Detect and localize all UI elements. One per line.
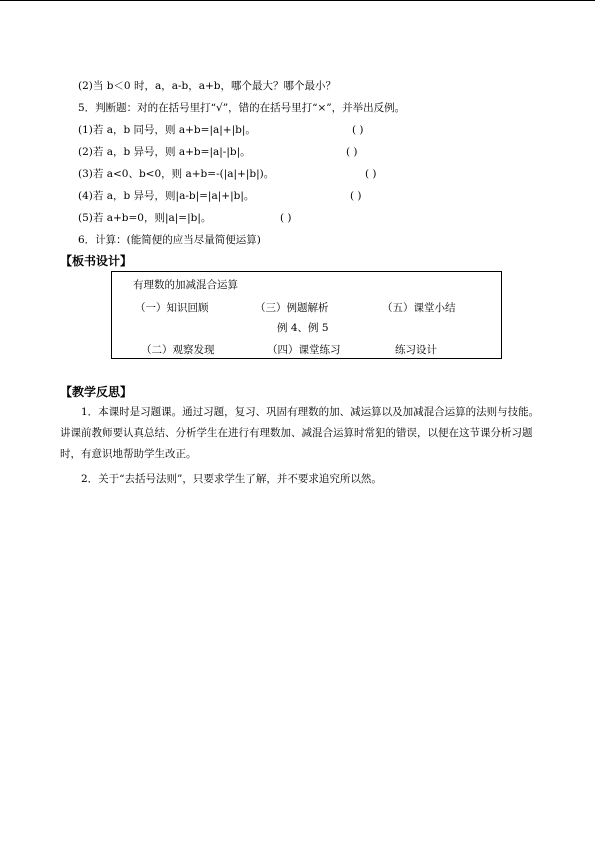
- answer-paren-2: ( ): [346, 146, 358, 158]
- board-title: 有理数的加减混合运算: [133, 279, 238, 291]
- board-cell-summary: （五）课堂小结: [382, 302, 456, 314]
- judge-item-4: (4)若 a，b 异号，则|a-b|=|a|+|b|。: [78, 190, 255, 202]
- board-cell-example-analysis: （三）例题解析: [255, 302, 329, 314]
- reflection-heading: 【教学反思】: [60, 385, 133, 399]
- exercise-5-title: 5．判断题：对的在括号里打“√”，错的在括号里打“×”，并举出反例。: [78, 102, 406, 114]
- board-cell-observation: （二）观察发现: [141, 344, 215, 356]
- judge-item-1: (1)若 a，b 同号，则 a+b=|a|+|b|。: [78, 124, 256, 136]
- board-cell-exercise-design: 练习设计: [395, 344, 437, 356]
- answer-paren-3: ( ): [365, 168, 377, 180]
- header-rule: [0, 0, 595, 1]
- board-design-heading: 【板书设计】: [60, 254, 133, 268]
- board-design-box: [111, 271, 502, 359]
- board-examples: 例 4、例 5: [277, 322, 329, 334]
- board-cell-knowledge-review: （一）知识回顾: [135, 302, 209, 314]
- judge-item-3: (3)若 a<0、b<0，则 a+b=-(|a|+|b|)。: [78, 168, 275, 180]
- answer-paren-1: ( ): [352, 124, 364, 136]
- reflection-paragraph-1: 1．本课时是习题课。通过习题，复习、巩固有理数的加、减运算以及加减混合运算的法则与技能。讲课前教师要认真总结、分析学生在进行有理数加、减混合运算时常犯的错误，以便在这节课分析习题时，有意识地帮助学生改正。: [60, 406, 540, 460]
- judge-item-2: (2)若 a，b 异号，则 a+b=|a|-|b|。: [78, 146, 251, 158]
- judge-item-5: (5)若 a+b=0，则|a|=|b|。: [78, 212, 212, 224]
- exercise-6-title: 6．计算：(能简便的应当尽量简便运算): [78, 234, 261, 246]
- exercise-4-part-2: (2)当 b＜0 时，a，a-b，a+b，哪个最大？哪个最小？: [78, 80, 337, 92]
- board-cell-practice: （四）课堂练习: [267, 344, 341, 356]
- answer-paren-4: ( ): [350, 190, 362, 202]
- answer-paren-5: ( ): [280, 212, 292, 224]
- reflection-paragraph-2: 2．关于“去括号法则”，只要求学生了解，并不要求追究所以然。: [81, 473, 382, 485]
